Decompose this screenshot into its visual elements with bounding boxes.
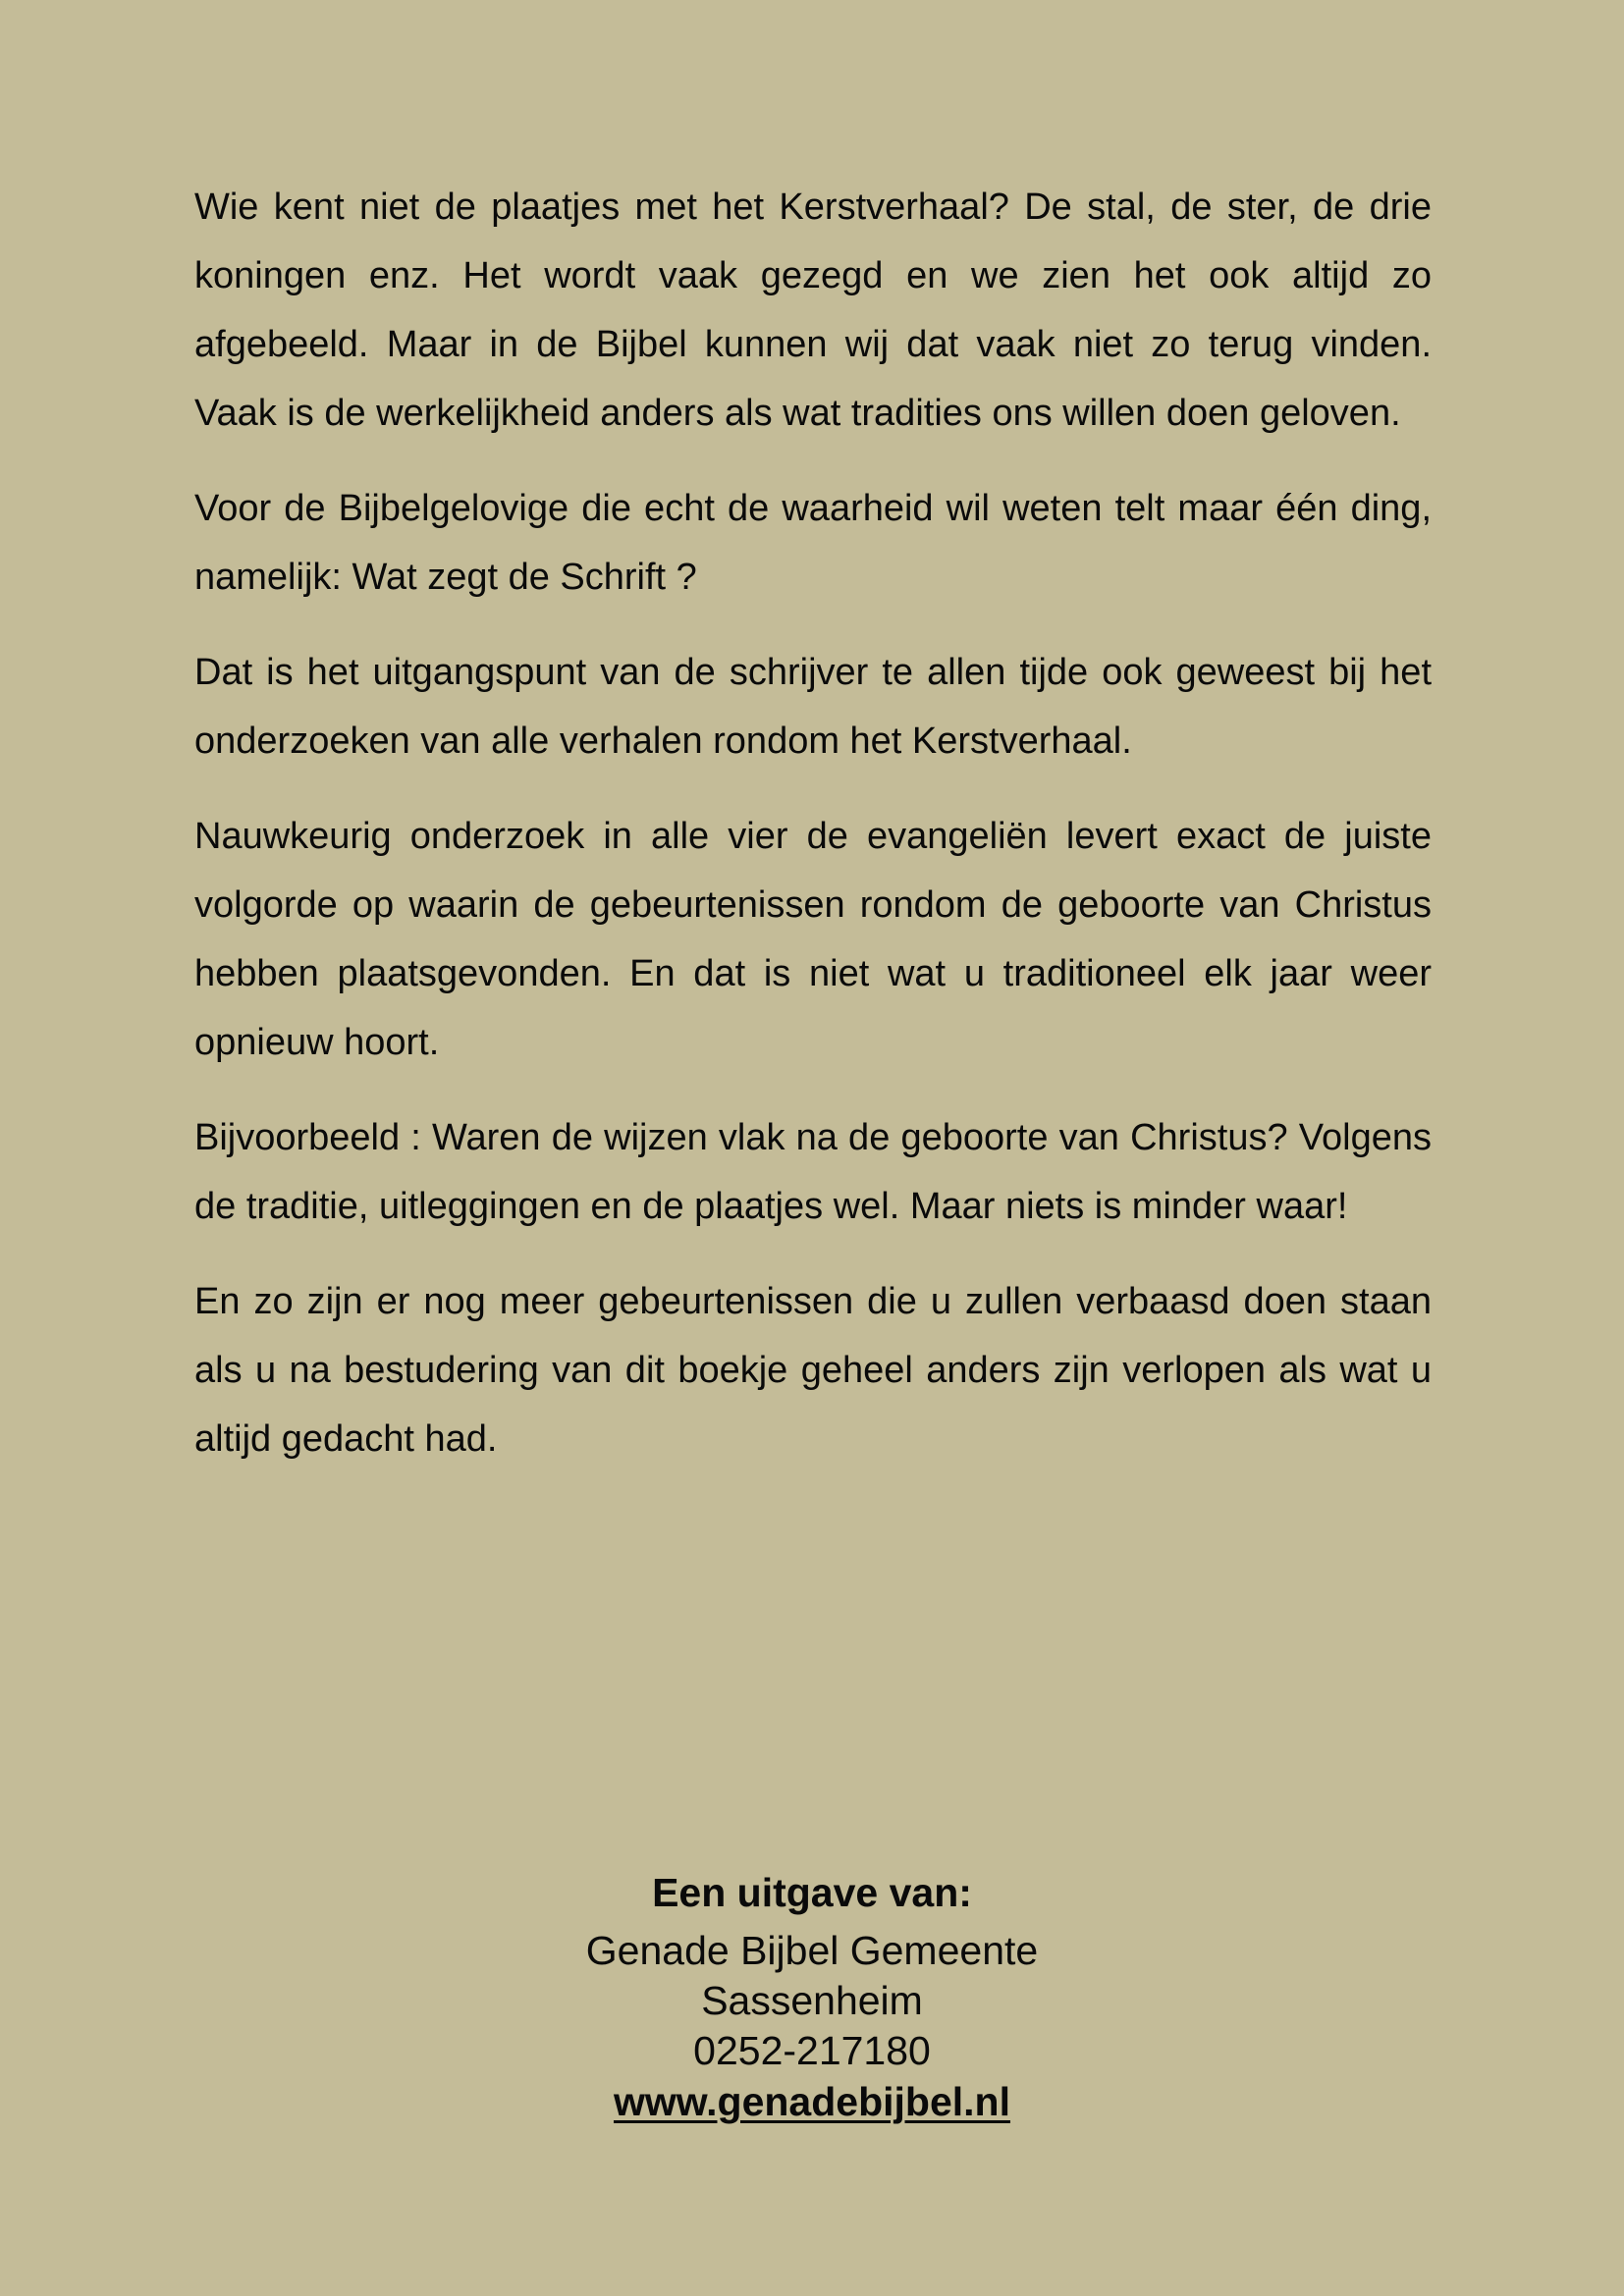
publisher-city: Sassenheim xyxy=(701,1978,923,2023)
publisher-phone: 0252-217180 xyxy=(693,2028,931,2073)
publisher-name: Genade Bijbel Gemeente xyxy=(585,1928,1039,1973)
paragraph-author-premise: Dat is het uitgangspunt van de schrijver te allen tijde ook geweest bij het onderzoeken van alle verhalen rondom het Kerstverhaal. xyxy=(194,652,1432,762)
publisher-colophon xyxy=(0,1865,1624,2127)
paragraph-intro: Wie kent niet de plaatjes met het Kerstverhaal? De stal, de ster, de drie koningen enz. Het wordt vaak gezegd en we zien het ook altijd zo afgebeeld. Maar in de Bijbel kunnen wij dat vaak niet zo terug vinden. Vaak is de werkelijkheid anders als wat tradities ons willen doen geloven. xyxy=(194,187,1432,434)
paragraph-scripture-question: Voor de Bijbelgelovige die echt de waarheid wil weten telt maar één ding, namelijk: Wat zegt de Schrift ? xyxy=(194,488,1432,598)
body-text xyxy=(194,173,1432,1500)
paragraph-example-wise-men: Bijvoorbeeld : Waren de wijzen vlak na de geboorte van Christus? Volgens de traditie, uitleggingen en de plaatjes wel. Maar niets is minder waar! xyxy=(194,1117,1432,1227)
website-link[interactable]: www.genadebijbel.nl xyxy=(614,2079,1010,2124)
paragraph-gospel-research: Nauwkeurig onderzoek in alle vier de evangeliën levert exact de juiste volgorde op waarin de gebeurtenissen rondom de geboorte van Christus hebben plaatsgevonden. En dat is niet wat u traditioneel elk jaar weer opnieuw hoort. xyxy=(194,816,1432,1063)
colophon-heading: Een uitgave van: xyxy=(652,1870,972,1915)
paragraph-closing: En zo zijn er nog meer gebeurtenissen die u zullen verbaasd doen staan als u na bestudering van dit boekje geheel anders zijn verlopen als wat u altijd gedacht had. xyxy=(194,1281,1432,1460)
